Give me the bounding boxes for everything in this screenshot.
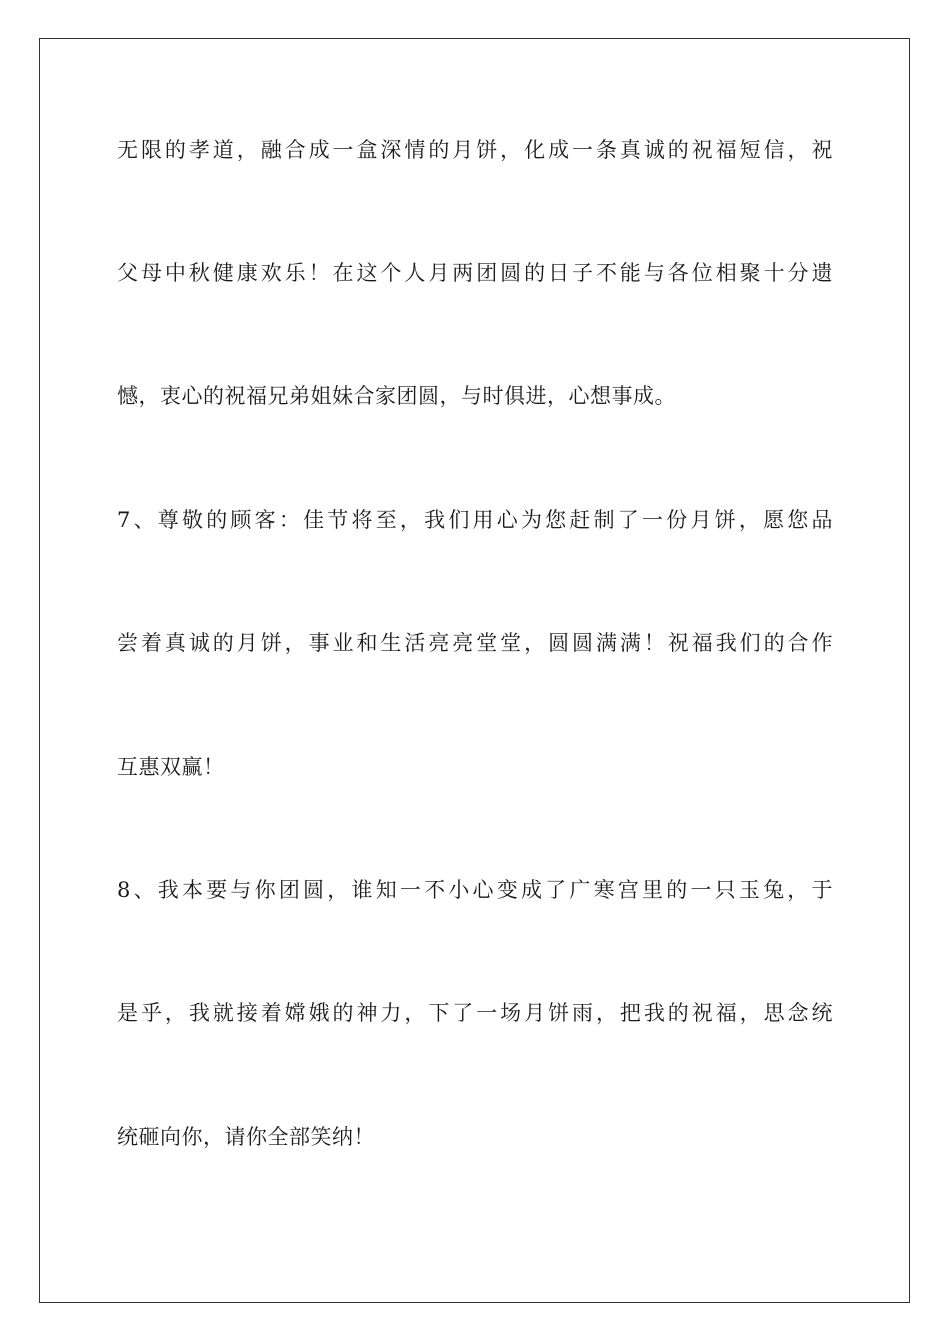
page-frame (39, 38, 910, 1303)
paragraph-line: 父母中秋健康欢乐！在这个人月两团圆的日子不能与各位相聚十分遗 (117, 261, 833, 285)
paragraph-line: 尝着真诚的月饼，事业和生活亮亮堂堂，圆圆满满！祝福我们的合作 (117, 631, 833, 655)
paragraph-line: 憾，衷心的祝福兄弟姐妹合家团圆，与时俱进，心想事成。 (117, 384, 676, 408)
paragraph-line: 统砸向你，请你全部笑纳！ (117, 1125, 375, 1149)
paragraph-line: 是乎，我就接着嫦娥的神力，下了一场月饼雨，把我的祝福，思念统 (117, 1001, 833, 1025)
paragraph-line: 无限的孝道，融合成一盒深情的月饼，化成一条真诚的祝福短信，祝 (117, 138, 833, 162)
paragraph-line: 互惠双赢！ (117, 755, 225, 779)
paragraph-line: 7、尊敬的顾客：佳节将至，我们用心为您赶制了一份月饼，愿您品 (117, 508, 833, 532)
paragraph-line: 8、我本要与你团圆，谁知一不小心变成了广寒宫里的一只玉兔，于 (117, 878, 833, 902)
